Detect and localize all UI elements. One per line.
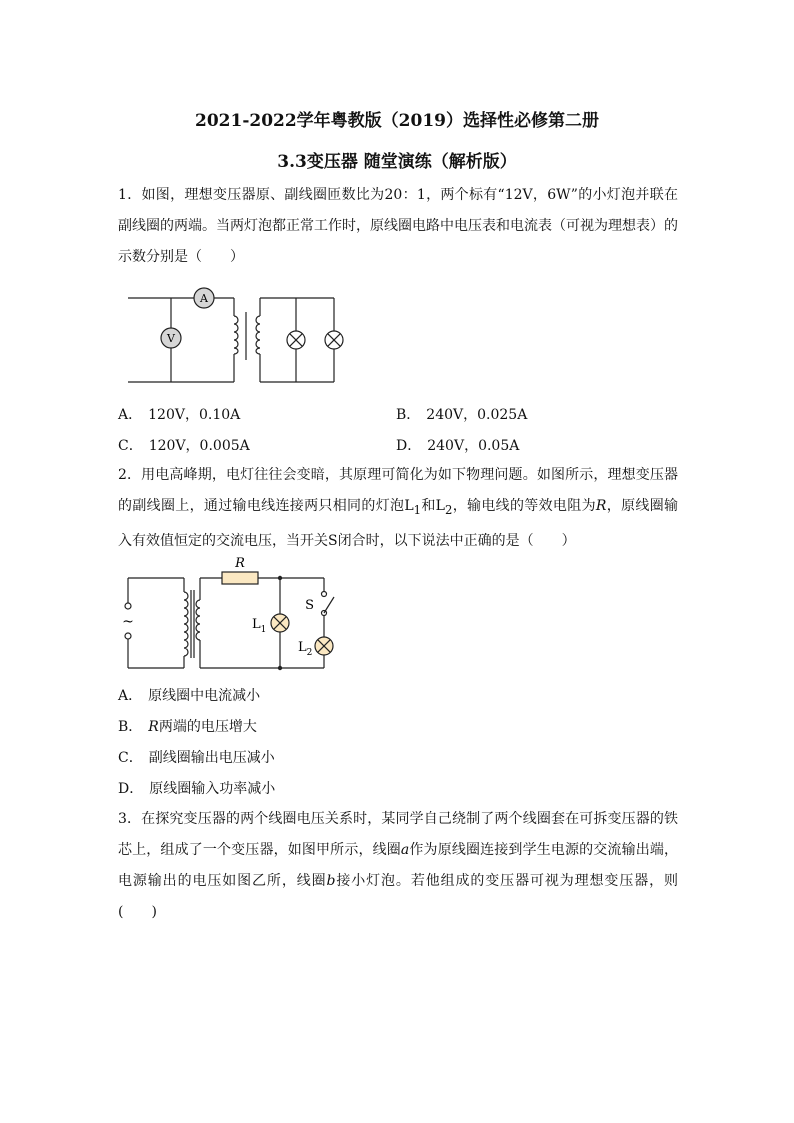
q1-option-d: D． 240V，0.05A: [396, 438, 520, 454]
document-title: 2021-2022学年粤教版（2019）选择性必修第二册: [195, 111, 599, 131]
lamp-l1-label: $L_1$: [252, 617, 267, 635]
question-1-circuit-diagram: [118, 282, 358, 386]
q2-option-c: C． 副线圈输出电压减小: [118, 750, 275, 766]
svg-text:A: A: [200, 292, 208, 305]
q1-option-c: C． 120V，0.005A: [118, 438, 250, 454]
resistor-icon: [222, 572, 258, 584]
lamp-l1-icon: [271, 614, 289, 632]
q1-option-b: B． 240V，0.025A: [396, 407, 528, 423]
switch-label: S: [305, 598, 314, 613]
lamp-l2-icon: [315, 637, 333, 655]
question-2-text: 2．用电高峰期，电灯往往会变暗，其原理可简化为如下物理问题。如图所示，理想变压器的副线圈上，通过输电线连接两只相同的灯泡$L_1$和$L_2$，输电线的等效电阻为R，原线圈输入有效值恒定的交流电压，当开关S闭合时，以下说法中正确的是（ ）: [118, 467, 679, 549]
q2-option-d: D． 原线圈输入功率减小: [118, 781, 276, 797]
q2-option-a: A． 原线圈中电流减小: [118, 688, 261, 704]
ammeter-icon: [194, 288, 214, 308]
lamp-l2-label: $L_2$: [298, 640, 313, 658]
resistor-label: R: [235, 556, 245, 571]
svg-text:V: V: [167, 332, 175, 345]
ac-symbol: ~: [122, 614, 134, 630]
document-subtitle: 3.3变压器 随堂演练（解析版）: [277, 152, 517, 172]
question-1-text: 1．如图，理想变压器原、副线圈匝数比为20：1，两个标有“12V，6W”的小灯泡并联在副线圈的两端。当两灯泡都正常工作时，原线圈电路中电压表和电流表（可视为理想表）的示数分别是（ ）: [118, 187, 678, 265]
switch-icon: [322, 592, 335, 616]
q2-option-b: B． R两端的电压增大: [118, 719, 257, 735]
q1-option-a: A． 120V，0.10A: [118, 407, 241, 423]
question-3-text: 3．在探究变压器的两个线圈电压关系时，某同学自己绕制了两个线圈套在可拆变压器的铁芯上，组成了一个变压器，如图甲所示，线圈a作为原线圈连接到学生电源的交流输出端，电源输出的电压如图乙所，线圈b接小灯泡。若他组成的变压器可视为理想变压器，则( ): [118, 811, 679, 920]
question-2-circuit-diagram: [118, 556, 358, 674]
lamp-2-icon: [325, 331, 343, 349]
voltmeter-icon: [161, 328, 181, 348]
lamp-1-icon: [287, 331, 305, 349]
